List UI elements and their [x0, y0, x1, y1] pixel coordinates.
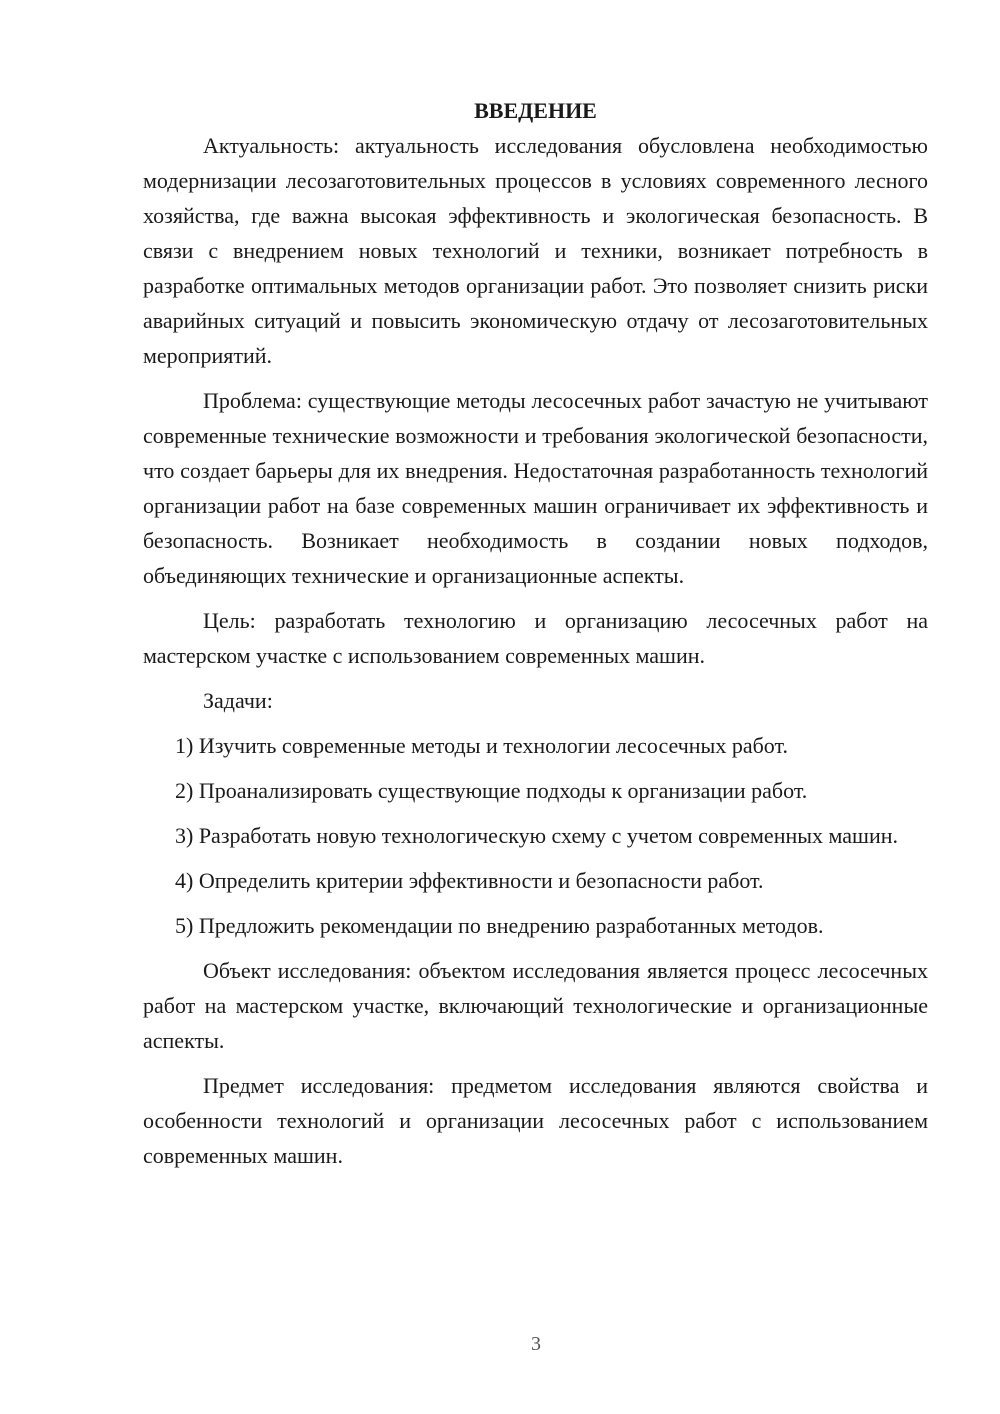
document-page: [143, 93, 928, 1173]
paragraph-relevance: Актуальность: актуальность исследования обусловлена необходимостью модернизации лесозаготовительных процессов в условиях современного лесного хозяйства, где важна высокая эффективность и экологическая безопасность. В связи с внедрением новых технологий и техники, возникает потребность в разработке оптимальных методов организации работ. Это позволяет снизить риски аварийных ситуаций и повысить экономическую отдачу от лесозаготовительных мероприятий.: [143, 133, 928, 368]
paragraph-tasks-heading: Задачи:: [203, 688, 273, 713]
paragraph-problem: Проблема: существующие методы лесосечных работ зачастую не учитывают современные технические возможности и требования экологической безопасности, что создает барьеры для их внедрения. Недостаточная разработанность технологий организации работ на базе современных машин ограничивает их эффективность и безопасность. Возникает необходимость в создании новых подходов, объединяющих технические и организационные аспекты.: [143, 388, 928, 588]
paragraph-object: Объект исследования: объектом исследования является процесс лесосечных работ на мастерском участке, включающий технологические и организационные аспекты.: [143, 958, 928, 1053]
section-title: ВВЕДЕНИЕ: [474, 98, 597, 123]
task-item-5: 5) Предложить рекомендации по внедрению разработанных методов.: [175, 913, 824, 938]
task-item-4: 4) Определить критерии эффективности и безопасности работ.: [175, 868, 764, 893]
task-item-3: 3) Разработать новую технологическую схему с учетом современных машин.: [175, 823, 899, 848]
paragraph-goal: Цель: разработать технологию и организацию лесосечных работ на мастерском участке с использованием современных машин.: [143, 608, 928, 668]
paragraph-subject: Предмет исследования: предметом исследования являются свойства и особенности технологий и организации лесосечных работ с использованием современных машин.: [143, 1073, 928, 1168]
page-number: 3: [531, 1333, 541, 1355]
task-item-2: 2) Проанализировать существующие подходы к организации работ.: [175, 778, 808, 803]
task-item-1: 1) Изучить современные методы и технологии лесосечных работ.: [175, 733, 788, 758]
